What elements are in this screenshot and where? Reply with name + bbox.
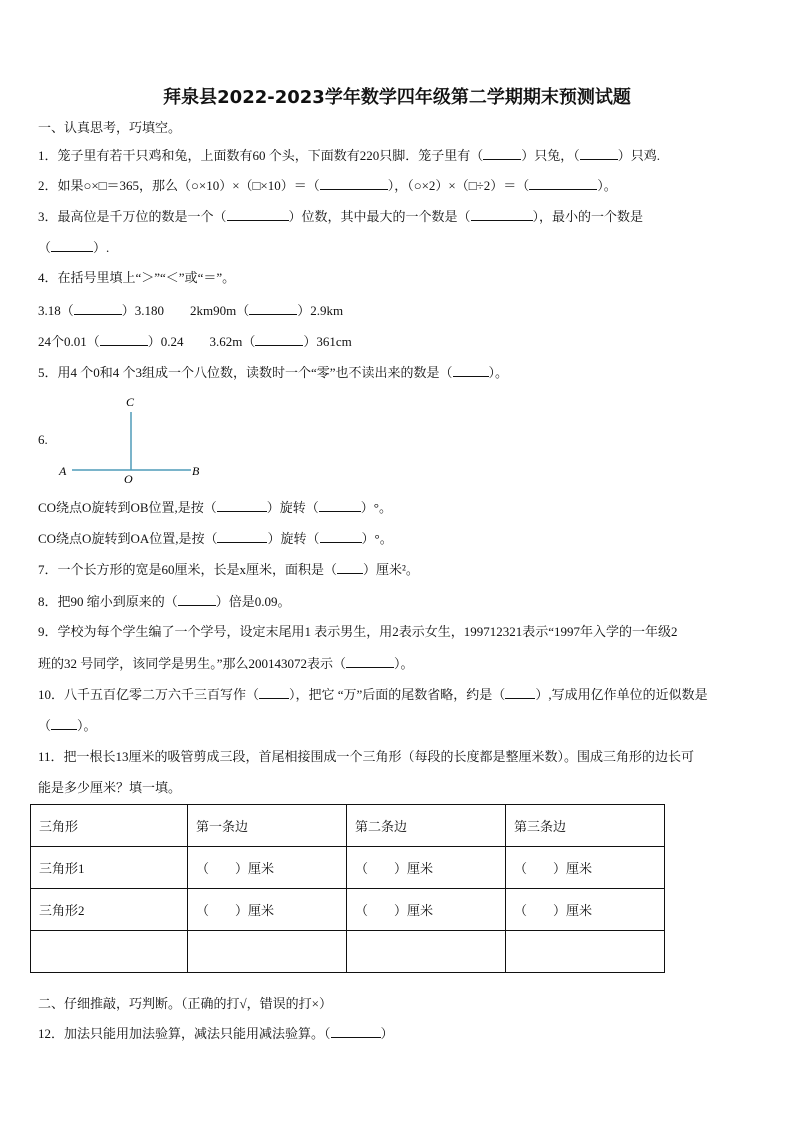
- answer-blank[interactable]: [529, 177, 597, 190]
- label-b: B: [192, 464, 200, 478]
- question-7: 7．一个长方形的宽是60厘米，长是x厘米，面积是（ ）厘米²。: [38, 562, 419, 577]
- answer-cell[interactable]: （ ）厘米: [188, 889, 347, 931]
- question-3-cont: （ ）.: [38, 240, 110, 255]
- answer-blank[interactable]: [178, 593, 216, 606]
- question-3: 3．最高位是千万位的数是一个（ ）位数，其中最大的一个数是（ ），最小的一个数是: [38, 209, 644, 224]
- page-title: 拜泉县2022-2023学年数学四年级第二学期期末预测试题: [163, 87, 631, 108]
- answer-cell[interactable]: （ ）厘米: [506, 847, 665, 889]
- answer-blank[interactable]: [249, 302, 297, 315]
- answer-blank[interactable]: [320, 530, 362, 543]
- question-4: 4．在括号里填上“＞”“＜”或“＝”。: [38, 270, 236, 285]
- row-label: 三角形2: [31, 889, 188, 931]
- header-cell: 第二条边: [347, 805, 506, 847]
- empty-cell[interactable]: [31, 931, 188, 973]
- empty-cell[interactable]: [347, 931, 506, 973]
- table-row: [31, 889, 665, 931]
- question-11-cont: 能是多少厘米？填一填。: [38, 780, 182, 795]
- row-label: 三角形1: [31, 847, 188, 889]
- question-10-cont: （ ）。: [38, 718, 97, 733]
- answer-blank[interactable]: [453, 364, 489, 377]
- answer-blank[interactable]: [100, 333, 148, 346]
- question-5: 5．用4 个0和4 个3组成一个八位数，读数时一个“零”也不读出来的数是（ ）。: [38, 365, 509, 380]
- question-2: 2．如果○×□＝365，那么（○×10）×（□×10）＝（ ），（○×2）×（□÷2）＝（ ）。: [38, 178, 617, 193]
- question-10: 10．八千五百亿零二万六千三百写作（ ），把它 “万”后面的尾数省略，约是（ ）,写成用亿作单位的近似数是: [38, 687, 708, 702]
- question-12: 12．加法只能用加法验算，减法只能用减法验算。（ ）: [38, 1026, 394, 1041]
- answer-blank[interactable]: [217, 530, 267, 543]
- question-1: 1．笼子里有若干只鸡和兔，上面数有60 个头，下面数有220只脚．笼子里有（ ）只兔，（ ）只鸡.: [38, 148, 661, 163]
- answer-blank[interactable]: [259, 686, 289, 699]
- question-6-number: 6.: [38, 432, 48, 447]
- answer-blank[interactable]: [217, 499, 267, 512]
- question-6-part-1: CO绕点O旋转到OB位置,是按（ ）旋转（ ）°。: [38, 500, 392, 515]
- rotation-figure: [58, 392, 208, 488]
- header-cell: 第一条边: [188, 805, 347, 847]
- answer-blank[interactable]: [580, 147, 618, 160]
- answer-cell[interactable]: （ ）厘米: [506, 889, 665, 931]
- question-6-part-2: CO绕点O旋转到OA位置,是按（ ）旋转（ ）°。: [38, 531, 393, 546]
- header-cell: 三角形: [31, 805, 188, 847]
- answer-blank[interactable]: [471, 208, 533, 221]
- answer-blank[interactable]: [227, 208, 289, 221]
- question-9: 9．学校为每个学生编了一个学号，设定末尾用1 表示男生，用2表示女生，199712321表示“1997年入学的一年级2: [38, 624, 678, 639]
- section-1-heading: 一、认真思考，巧填空。: [38, 120, 182, 135]
- header-cell: 第三条边: [506, 805, 665, 847]
- question-11: 11．把一根长13厘米的吸管剪成三段，首尾相接围成一个三角形（每段的长度都是整厘米数）。围成三角形的边长可: [38, 749, 695, 764]
- empty-cell[interactable]: [506, 931, 665, 973]
- section-2-heading: 二、仔细推敲，巧判断。（正确的打√，错误的打×）: [38, 996, 332, 1011]
- answer-blank[interactable]: [319, 499, 361, 512]
- question-8: 8．把90 缩小到原来的（ ）倍是0.09。: [38, 594, 291, 609]
- question-9-cont: 班的32 号同学，该同学是男生。”那么200143072表示（ ）。: [38, 656, 414, 671]
- label-o: O: [124, 472, 133, 486]
- answer-cell[interactable]: （ ）厘米: [347, 847, 506, 889]
- answer-blank[interactable]: [331, 1025, 381, 1038]
- triangle-sides-table: [30, 804, 665, 973]
- question-4-row-2: 24个0.01（ ）0.24 3.62m（ ）361cm: [38, 334, 352, 349]
- answer-blank[interactable]: [51, 239, 93, 252]
- answer-blank[interactable]: [320, 177, 388, 190]
- answer-blank[interactable]: [74, 302, 122, 315]
- empty-cell[interactable]: [188, 931, 347, 973]
- table-header-row: [31, 805, 665, 847]
- question-4-row-1: 3.18（ ）3.180 2km90m（ ）2.9km: [38, 303, 344, 318]
- table-row: [31, 847, 665, 889]
- answer-blank[interactable]: [255, 333, 303, 346]
- label-c: C: [126, 395, 135, 409]
- answer-cell[interactable]: （ ）厘米: [347, 889, 506, 931]
- answer-blank[interactable]: [483, 147, 521, 160]
- answer-blank[interactable]: [51, 717, 77, 730]
- answer-cell[interactable]: （ ）厘米: [188, 847, 347, 889]
- table-row: [31, 931, 665, 973]
- answer-blank[interactable]: [505, 686, 535, 699]
- label-a: A: [59, 464, 67, 478]
- answer-blank[interactable]: [337, 561, 363, 574]
- answer-blank[interactable]: [346, 655, 394, 668]
